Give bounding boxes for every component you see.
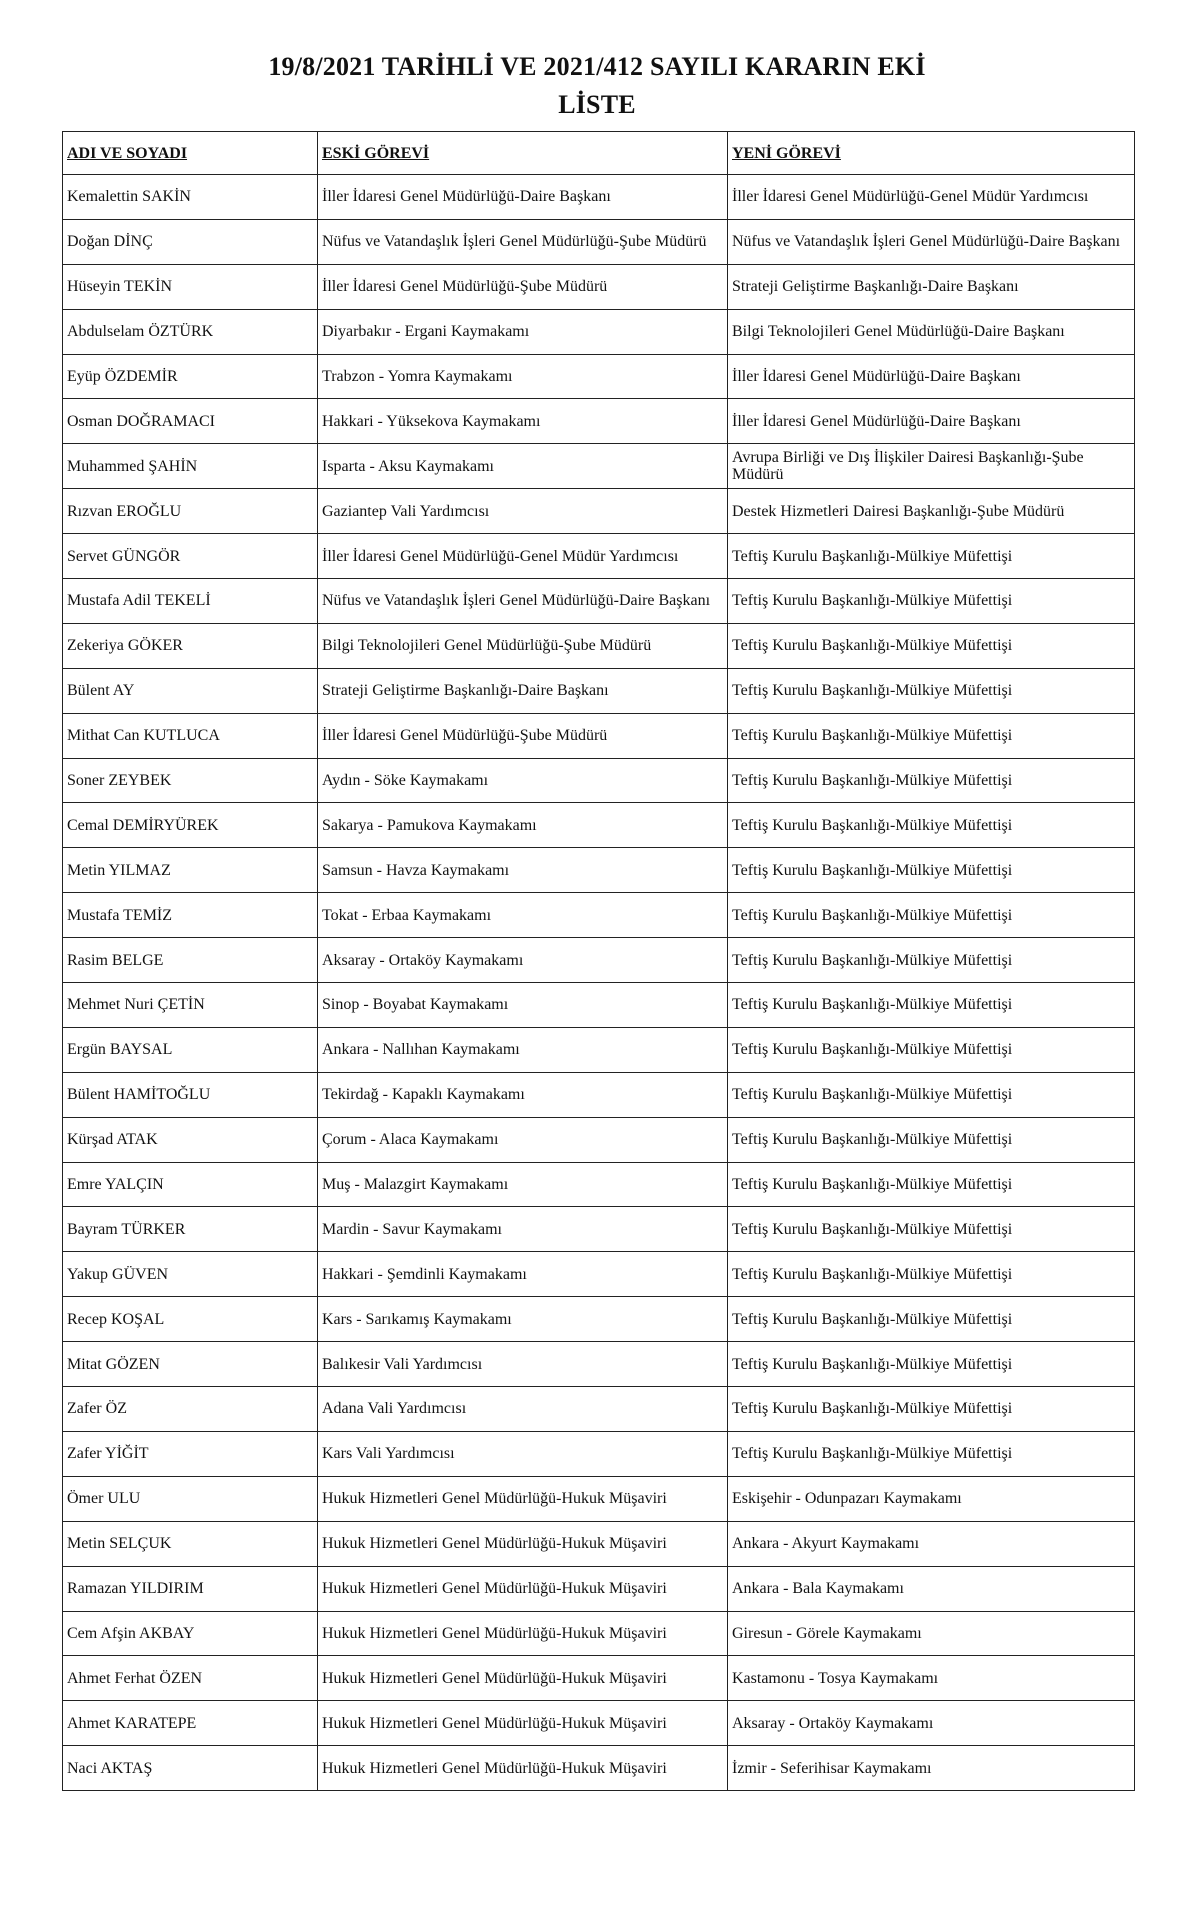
cell-new-position: Destek Hizmetleri Dairesi Başkanlığı-Şube Müdürü [728,489,1135,534]
table-row [63,938,1135,983]
cell-new-position: Teftiş Kurulu Başkanlığı-Mülkiye Müfettişi [728,534,1135,579]
cell-name: Ahmet KARATEPE [63,1701,318,1746]
cell-old-position: Nüfus ve Vatandaşlık İşleri Genel Müdürlüğü-Daire Başkanı [318,579,728,624]
cell-new-position: Teftiş Kurulu Başkanlığı-Mülkiye Müfettişi [728,1431,1135,1476]
cell-old-position: Isparta - Aksu Kaymakamı [318,444,728,489]
cell-name: Eyüp ÖZDEMİR [63,354,318,399]
cell-old-position: Hukuk Hizmetleri Genel Müdürlüğü-Hukuk Müşaviri [318,1611,728,1656]
cell-name: Hüseyin TEKİN [63,264,318,309]
cell-new-position: Aksaray - Ortaköy Kaymakamı [728,1701,1135,1746]
table-row [63,489,1135,534]
cell-old-position: Ankara - Nallıhan Kaymakamı [318,1027,728,1072]
cell-new-position: Kastamonu - Tosya Kaymakamı [728,1656,1135,1701]
cell-old-position: Hakkari - Yüksekova Kaymakamı [318,399,728,444]
table-body [63,175,1135,1791]
cell-name: Osman DOĞRAMACI [63,399,318,444]
cell-old-position: Muş - Malazgirt Kaymakamı [318,1162,728,1207]
cell-old-position: İller İdaresi Genel Müdürlüğü-Genel Müdür Yardımcısı [318,534,728,579]
cell-name: Rızvan EROĞLU [63,489,318,534]
table-row [63,1207,1135,1252]
cell-new-position: Teftiş Kurulu Başkanlığı-Mülkiye Müfettişi [728,1162,1135,1207]
cell-new-position: Teftiş Kurulu Başkanlığı-Mülkiye Müfettişi [728,713,1135,758]
cell-old-position: Hukuk Hizmetleri Genel Müdürlüğü-Hukuk Müşaviri [318,1746,728,1791]
cell-old-position: Kars - Sarıkamış Kaymakamı [318,1297,728,1342]
table-row [63,175,1135,220]
cell-name: Ramazan YILDIRIM [63,1566,318,1611]
cell-new-position: Teftiş Kurulu Başkanlığı-Mülkiye Müfettişi [728,758,1135,803]
cell-old-position: İller İdaresi Genel Müdürlüğü-Şube Müdürü [318,264,728,309]
cell-new-position: Teftiş Kurulu Başkanlığı-Mülkiye Müfettişi [728,1207,1135,1252]
cell-old-position: İller İdaresi Genel Müdürlüğü-Şube Müdürü [318,713,728,758]
appointment-table [62,131,1135,1791]
cell-new-position: Teftiş Kurulu Başkanlığı-Mülkiye Müfettişi [728,1117,1135,1162]
cell-name: Metin YILMAZ [63,848,318,893]
cell-name: Metin SELÇUK [63,1521,318,1566]
cell-new-position: Ankara - Akyurt Kaymakamı [728,1521,1135,1566]
cell-old-position: Tokat - Erbaa Kaymakamı [318,893,728,938]
table-row [63,623,1135,668]
table-row [63,579,1135,624]
cell-name: Abdulselam ÖZTÜRK [63,309,318,354]
cell-old-position: Hukuk Hizmetleri Genel Müdürlüğü-Hukuk Müşaviri [318,1656,728,1701]
cell-old-position: Samsun - Havza Kaymakamı [318,848,728,893]
cell-name: Bülent AY [63,668,318,713]
cell-name: Mehmet Nuri ÇETİN [63,983,318,1028]
table-row [63,1387,1135,1432]
cell-name: Mustafa TEMİZ [63,893,318,938]
cell-new-position: Teftiş Kurulu Başkanlığı-Mülkiye Müfettişi [728,1387,1135,1432]
cell-new-position: Teftiş Kurulu Başkanlığı-Mülkiye Müfettişi [728,848,1135,893]
cell-name: Rasim BELGE [63,938,318,983]
cell-name: Ömer ULU [63,1476,318,1521]
cell-new-position: Teftiş Kurulu Başkanlığı-Mülkiye Müfettişi [728,1297,1135,1342]
cell-old-position: Mardin - Savur Kaymakamı [318,1207,728,1252]
cell-old-position: Sinop - Boyabat Kaymakamı [318,983,728,1028]
table-row [63,1027,1135,1072]
cell-name: Doğan DİNÇ [63,219,318,264]
table-row [63,1521,1135,1566]
cell-old-position: Hakkari - Şemdinli Kaymakamı [318,1252,728,1297]
cell-name: Servet GÜNGÖR [63,534,318,579]
cell-old-position: Bilgi Teknolojileri Genel Müdürlüğü-Şube Müdürü [318,623,728,668]
table-row [63,1746,1135,1791]
table-row [63,1476,1135,1521]
cell-old-position: Diyarbakır - Ergani Kaymakamı [318,309,728,354]
table-row [63,264,1135,309]
table-row [63,1431,1135,1476]
table-header-row [63,132,1135,175]
cell-name: Ahmet Ferhat ÖZEN [63,1656,318,1701]
cell-name: Mitat GÖZEN [63,1342,318,1387]
cell-new-position: İller İdaresi Genel Müdürlüğü-Daire Başkanı [728,399,1135,444]
table-row [63,803,1135,848]
cell-name: Zafer YİĞİT [63,1431,318,1476]
table-row [63,1252,1135,1297]
cell-name: Ergün BAYSAL [63,1027,318,1072]
table-row [63,758,1135,803]
cell-name: Muhammed ŞAHİN [63,444,318,489]
cell-new-position: Nüfus ve Vatandaşlık İşleri Genel Müdürlüğü-Daire Başkanı [728,219,1135,264]
cell-old-position: Trabzon - Yomra Kaymakamı [318,354,728,399]
cell-new-position: Teftiş Kurulu Başkanlığı-Mülkiye Müfettişi [728,1072,1135,1117]
table-row [63,1611,1135,1656]
document-subtitle: LİSTE [558,90,636,119]
cell-name: Yakup GÜVEN [63,1252,318,1297]
cell-name: Mustafa Adil TEKELİ [63,579,318,624]
cell-new-position: İller İdaresi Genel Müdürlüğü-Genel Müdür Yardımcısı [728,175,1135,220]
cell-new-position: Teftiş Kurulu Başkanlığı-Mülkiye Müfettişi [728,803,1135,848]
table-row [63,893,1135,938]
table-row [63,1162,1135,1207]
cell-old-position: Hukuk Hizmetleri Genel Müdürlüğü-Hukuk Müşaviri [318,1476,728,1521]
cell-new-position: Eskişehir - Odunpazarı Kaymakamı [728,1476,1135,1521]
table-row [63,399,1135,444]
cell-name: Kürşad ATAK [63,1117,318,1162]
cell-name: Zafer ÖZ [63,1387,318,1432]
table-row [63,848,1135,893]
cell-new-position: Strateji Geliştirme Başkanlığı-Daire Başkanı [728,264,1135,309]
table-row [63,1342,1135,1387]
cell-old-position: Aksaray - Ortaköy Kaymakamı [318,938,728,983]
table-row [63,534,1135,579]
cell-new-position: Teftiş Kurulu Başkanlığı-Mülkiye Müfettişi [728,668,1135,713]
table-row [63,309,1135,354]
cell-new-position: Avrupa Birliği ve Dış İlişkiler Dairesi Başkanlığı-Şube Müdürü [728,444,1135,489]
cell-name: Cem Afşin AKBAY [63,1611,318,1656]
cell-old-position: Nüfus ve Vatandaşlık İşleri Genel Müdürlüğü-Şube Müdürü [318,219,728,264]
cell-name: Cemal DEMİRYÜREK [63,803,318,848]
cell-new-position: Bilgi Teknolojileri Genel Müdürlüğü-Daire Başkanı [728,309,1135,354]
cell-name: Mithat Can KUTLUCA [63,713,318,758]
cell-name: Bülent HAMİTOĞLU [63,1072,318,1117]
table-row [63,1656,1135,1701]
cell-old-position: Hukuk Hizmetleri Genel Müdürlüğü-Hukuk Müşaviri [318,1701,728,1746]
cell-old-position: Tekirdağ - Kapaklı Kaymakamı [318,1072,728,1117]
cell-new-position: İzmir - Seferihisar Kaymakamı [728,1746,1135,1791]
table-row [63,444,1135,489]
cell-new-position: Teftiş Kurulu Başkanlığı-Mülkiye Müfettişi [728,579,1135,624]
header-old-position: ESKİ GÖREVİ [318,132,728,175]
cell-name: Naci AKTAŞ [63,1746,318,1791]
cell-new-position: Teftiş Kurulu Başkanlığı-Mülkiye Müfettişi [728,1342,1135,1387]
cell-new-position: Teftiş Kurulu Başkanlığı-Mülkiye Müfettişi [728,623,1135,668]
document-title: 19/8/2021 TARİHLİ VE 2021/412 SAYILI KARARIN EKİ [268,52,926,81]
table-row [63,1297,1135,1342]
cell-old-position: Sakarya - Pamukova Kaymakamı [318,803,728,848]
table-row [63,668,1135,713]
cell-name: Bayram TÜRKER [63,1207,318,1252]
cell-new-position: Giresun - Görele Kaymakamı [728,1611,1135,1656]
cell-new-position: İller İdaresi Genel Müdürlüğü-Daire Başkanı [728,354,1135,399]
table-row [63,1701,1135,1746]
cell-new-position: Ankara - Bala Kaymakamı [728,1566,1135,1611]
cell-name: Zekeriya GÖKER [63,623,318,668]
cell-name: Recep KOŞAL [63,1297,318,1342]
table-row [63,1072,1135,1117]
cell-new-position: Teftiş Kurulu Başkanlığı-Mülkiye Müfettişi [728,1252,1135,1297]
cell-new-position: Teftiş Kurulu Başkanlığı-Mülkiye Müfettişi [728,893,1135,938]
table-row [63,219,1135,264]
table-row [63,713,1135,758]
cell-old-position: Kars Vali Yardımcısı [318,1431,728,1476]
cell-old-position: Çorum - Alaca Kaymakamı [318,1117,728,1162]
cell-name: Emre YALÇIN [63,1162,318,1207]
cell-old-position: Hukuk Hizmetleri Genel Müdürlüğü-Hukuk Müşaviri [318,1566,728,1611]
cell-old-position: Aydın - Söke Kaymakamı [318,758,728,803]
table-row [63,1566,1135,1611]
header-name: ADI VE SOYADI [63,132,318,175]
cell-old-position: İller İdaresi Genel Müdürlüğü-Daire Başkanı [318,175,728,220]
cell-old-position: Gaziantep Vali Yardımcısı [318,489,728,534]
table-row [63,354,1135,399]
cell-old-position: Strateji Geliştirme Başkanlığı-Daire Başkanı [318,668,728,713]
cell-name: Soner ZEYBEK [63,758,318,803]
cell-old-position: Hukuk Hizmetleri Genel Müdürlüğü-Hukuk Müşaviri [318,1521,728,1566]
cell-new-position: Teftiş Kurulu Başkanlığı-Mülkiye Müfettişi [728,938,1135,983]
header-new-position: YENİ GÖREVİ [728,132,1135,175]
cell-new-position: Teftiş Kurulu Başkanlığı-Mülkiye Müfettişi [728,983,1135,1028]
cell-old-position: Adana Vali Yardımcısı [318,1387,728,1432]
cell-old-position: Balıkesir Vali Yardımcısı [318,1342,728,1387]
cell-new-position: Teftiş Kurulu Başkanlığı-Mülkiye Müfettişi [728,1027,1135,1072]
table-row [63,983,1135,1028]
cell-name: Kemalettin SAKİN [63,175,318,220]
table-row [63,1117,1135,1162]
